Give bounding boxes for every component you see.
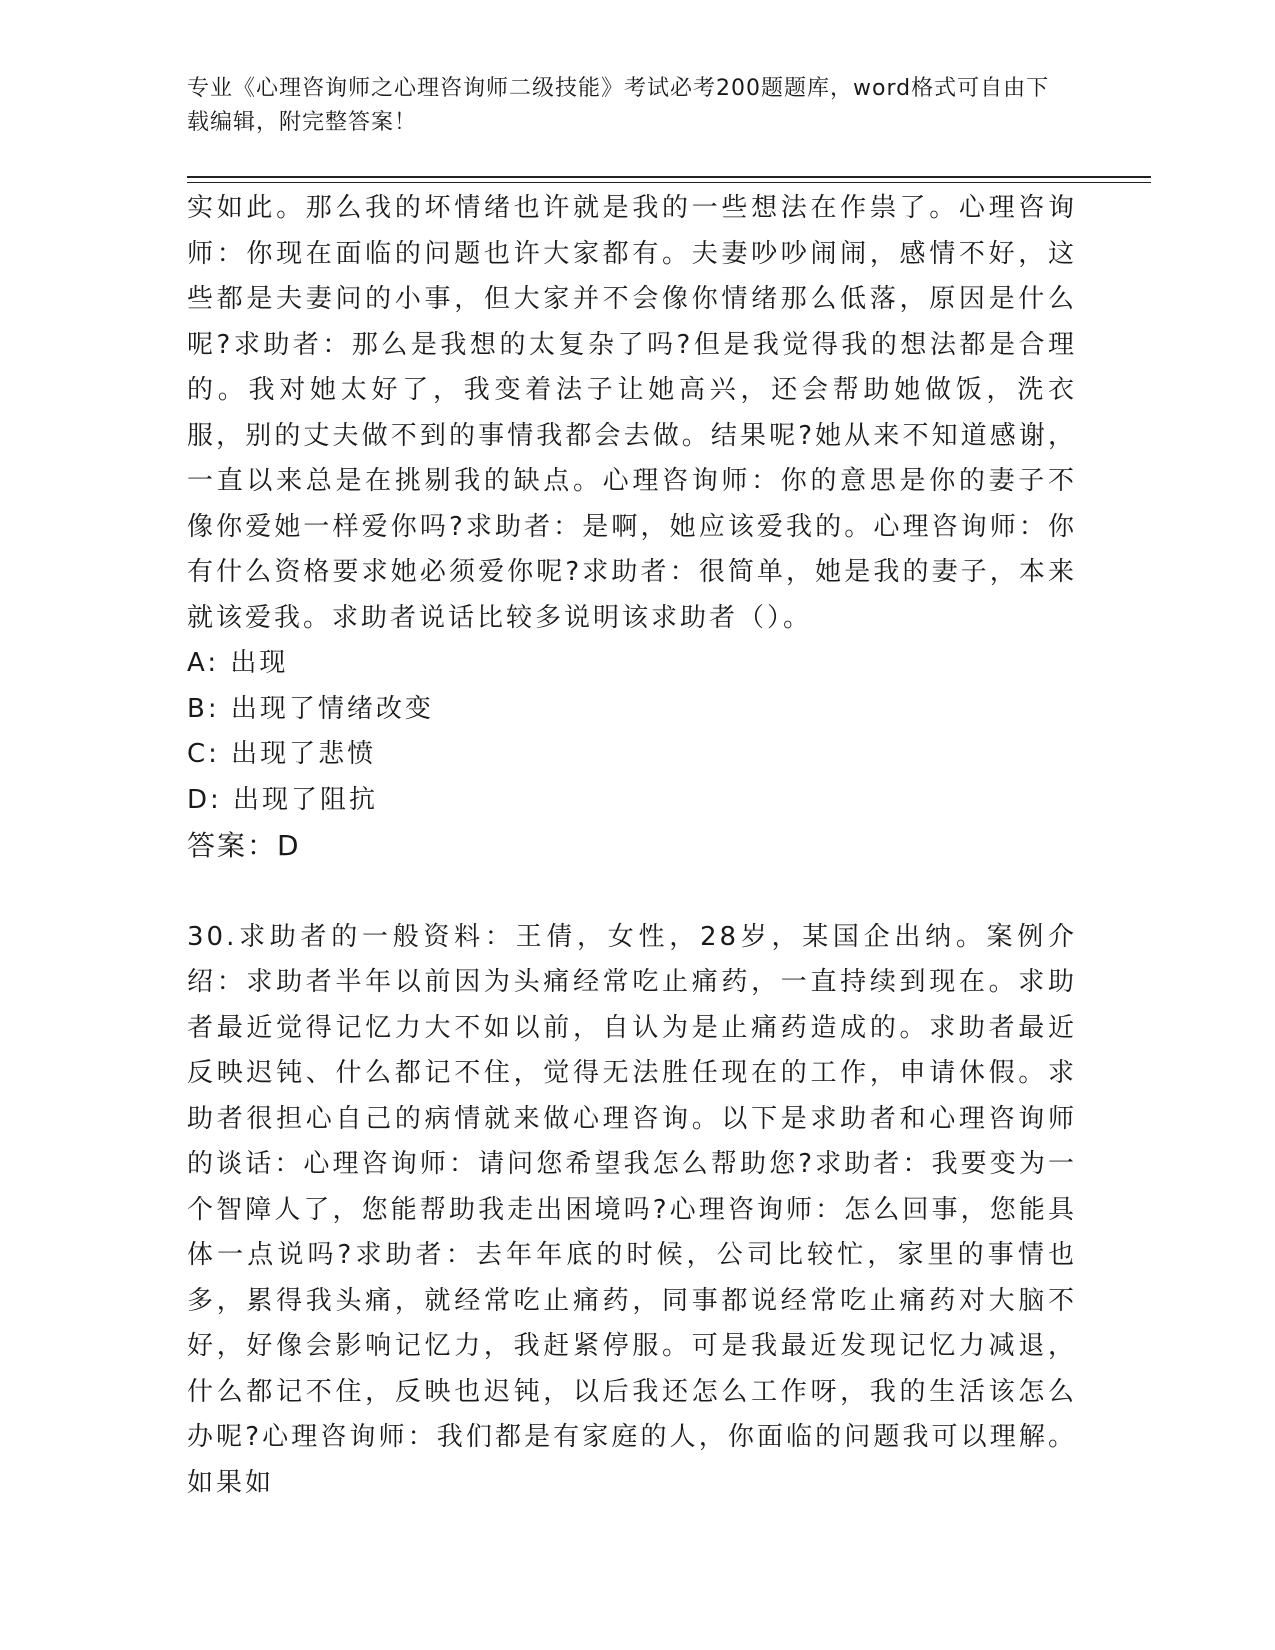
document-body (187, 186, 1077, 1506)
page-header: 专业《心理咨询师之心理咨询师二级技能》考试必考200题题库，word格式可自由下载编辑，附完整答案！ (187, 76, 1050, 135)
question-30-text: 30.求助者的一般资料：王倩，女性，28岁，某国企出纳。案例介绍：求助者半年以前因为头痛经常吃止痛药，一直持续到现在。求助者最近觉得记忆力大不如以前，自认为是止痛药造成的。求助者最近反映迟钝、什么都记不住，觉得无法胜任现在的工作，申请休假。求助者很担心自己的病情就来做心理咨询。以下是求助者和心理咨询师的谈话：心理咨询师：请问您希望我怎么帮助您?求助者：我要变为一个智障人了，您能帮助我走出困境吗?心理咨询师：怎么回事，您能具体一点说吗?求助者：去年年底的时候，公司比较忙，家里的事情也多，累得我头痛，就经常吃止痛药，同事都说经常吃止痛药对大脑不好，好像会影响记忆力，我赶紧停服。可是我最近发现记忆力减退，什么都记不住，反映也迟钝，以后我还怎么工作呀，我的生活该怎么办呢?心理咨询师：我们都是有家庭的人，你面临的问题我可以理解。如果如 (187, 921, 1077, 1498)
option-d: D: 出现了阻抗 (187, 784, 379, 815)
spacer (187, 869, 1077, 915)
header-divider (187, 176, 1151, 178)
option-c: C: 出现了悲愤 (187, 739, 377, 769)
option-a: A: 出现 (187, 648, 289, 678)
answer-key: 答案：D (187, 829, 301, 862)
option-b: B: 出现了情绪改变 (187, 693, 434, 724)
answer-options (187, 641, 1077, 823)
header-divider-thin (187, 182, 1151, 183)
question-text: 实如此。那么我的坏情绪也许就是我的一些想法在作祟了。心理咨询师：你现在面临的问题也许大家都有。夫妻吵吵闹闹，感情不好，这些都是夫妻问的小事，但大家并不会像你情绪那么低落，原因是什么呢?求助者：那么是我想的太复杂了吗?但是我觉得我的想法都是合理的。我对她太好了，我变着法子让她高兴，还会帮助她做饭，洗衣服，别的丈夫做不到的事情我都会去做。结果呢?她从来不知道感谢，一直以来总是在挑剔我的缺点。心理咨询师：你的意思是你的妻子不像你爱她一样爱你吗?求助者：是啊，她应该爱我的。心理咨询师：你有什么资格要求她必须爱你呢?求助者：很简单，她是我的妻子，本来就该爱我。求助者说话比较多说明该求助者（）。 (187, 193, 1077, 633)
